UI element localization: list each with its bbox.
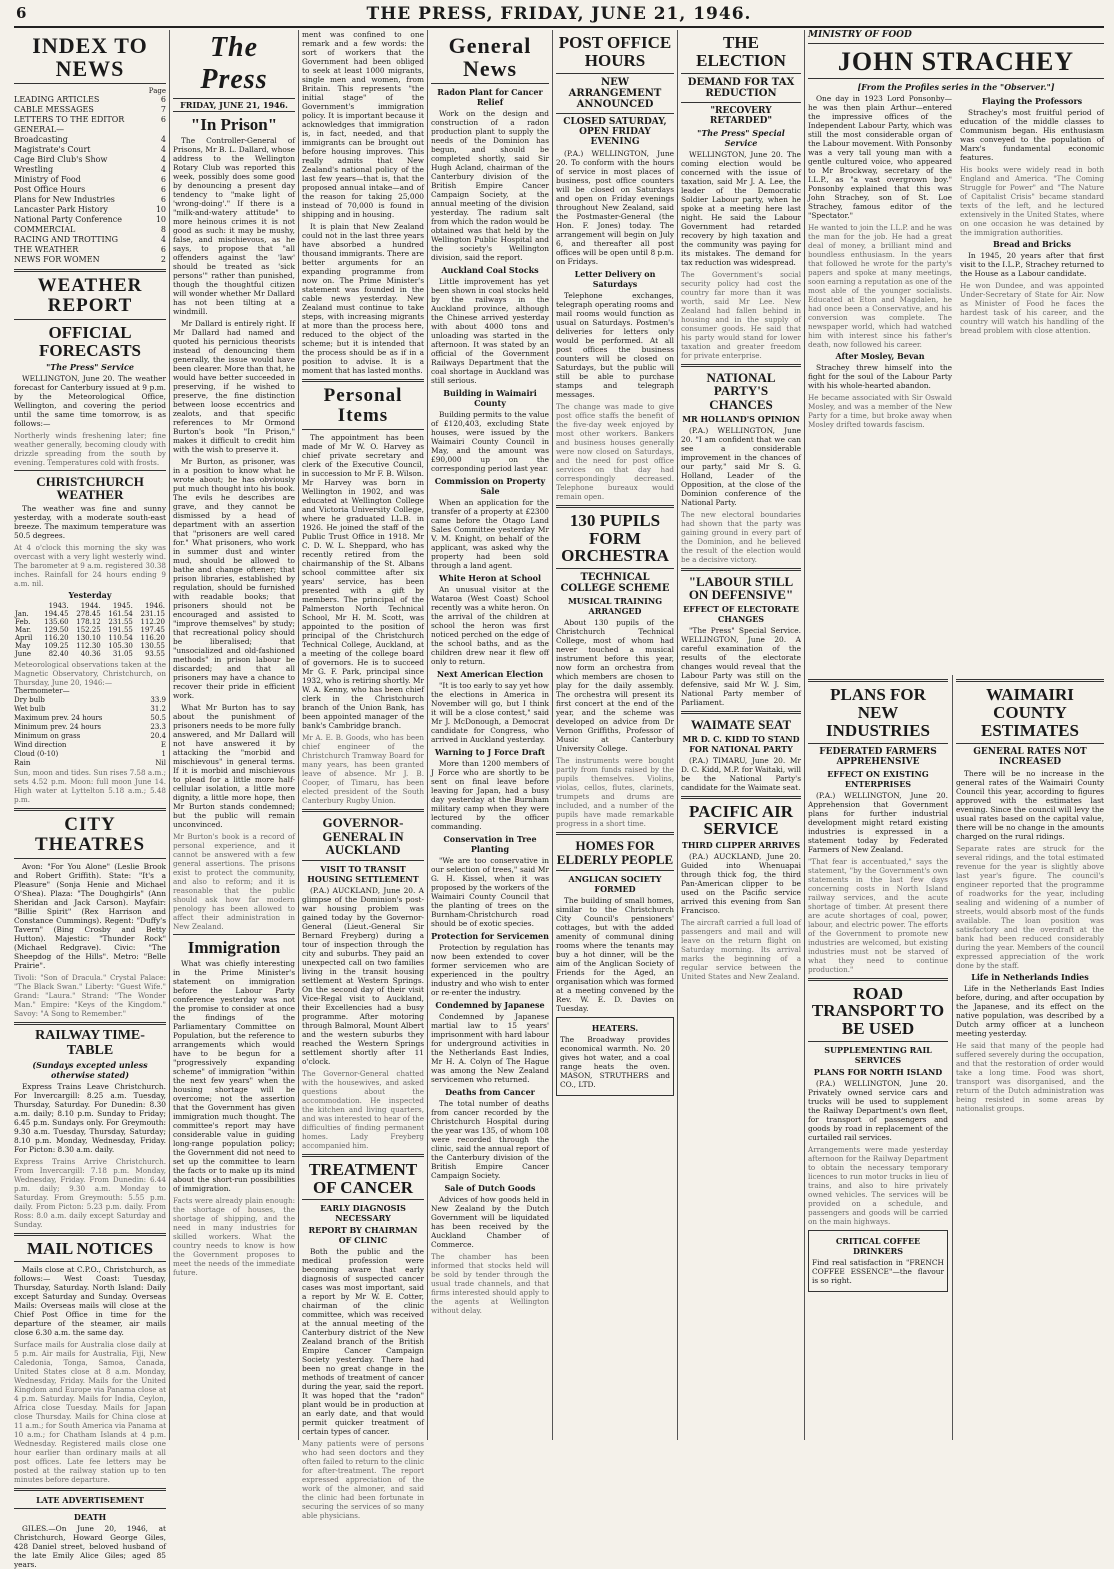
japan-title: Warning to J Force Draft xyxy=(434,747,546,758)
japan2-text: Condemned by Japanese martial law to 15 years' imprisonment with hard labour for underground activities in the Netherlands East Indies, Mr H. A. Colyn of The Hague was among the New Zealand servicemen who returned. xyxy=(431,1012,549,1085)
column-index-weather: INDEX TO NEWS Page LEADING ARTICLES 6 CABLE MESSAGES 7 LETTERS TO THE EDITOR 6 GENERAL— Broadcasting 4 Magistrate's Court 4 Cage Bird Club's Show 4 Wrestling 4 Ministry of Food 6 Post Office Hours 6 Plans for New Industries 6 Lancaster Park History 10 National Party Conference 10 COMMERCIAL 8 RACING AND TROTTING 4 THE WEATHER 6 NEWS FOR WOMEN 2 WEATHER REPORT OFFICIAL FORECASTS "The Press" Service WELLINGTON, June 20. The weather forecast for Canterbury issued at 9 p.m. by the Meteorological Office, Wellington, and covering the period until the same time tomorrow, is as follows:— Northerly winds freshening later; fine weather generally, becoming cloudy with drizzle spreading from the south by evening. Temperatures cold with frosts. CHRISTCHURCH WEATHER The weather was fine and sunny yesterday, with a moderate south-east breeze. The maximum temperature was 50.5 degrees. At 4 o'clock this morning the sky was overcast with a very light westerly wind. The barometer at 9 a.m. registered 30.38 inches. Rainfall for 24 hours ending 9 a.m. nil. Yesterday 1943. 1944. 1945. 1946. Jan. 194.45 278.45 161.54 231.15 Feb. 135.60 178.12 231.55 112.20 Mar. 129.50 152.25 191.55 197.45 April 116.20 130.10 110.54 116.20 May 109.25 112.30 105.30 130.55 June 82.40 40.36 31.05 93.55 Meteorological observations taken at the Magnetic Observatory, Christchurch, on Thursday, June 20, 1946:— Thermometer— Dry bulb 33.9 Wet bulb 31.2 Maximum prev. 24 hours 50.5 Minimum prev. 24 hours 23.3 Minimum on grass 20.4 Wind direction E Cloud (0-10) 1 Rain Nil Sun, moon and tides. Sun rises 7.58 a.m.; sets 4.52 p.m. Moon: full moon June 14. High water at Lyttelton 5.18 a.m.; 5.48 p.m. CITY THEATRES Avon: "For You Alone" (Leslie Brook and Robert Griffith). State: "It's a Pleasure" (Sonja Henie and Michael O'Shea). Plaza: "The Doughgirls" (Ann Sheridan and Jack Carson). Mayfair: "Billie Spirit" (Rex Harrison and Constance Cummings). Regent: "Duffy's Tavern" (Bing Crosby and Betty Hutton). Majestic: "Thunder Rock" (Michael Redgrave). Civic: "The Sheepdog of the Hills". Metro: "Belle Prairie". Tivoli: "Son of Dracula." Crystal Palace: "The Black Swan." Liberty: "Guest Wife." Grand: "Laura." Strand: "The Wonder Man." Empire: "Keys of the Kingdom." Savoy: "A Song to Remember." RAILWAY TIME-TABLE (Sundays excepted unless otherwise stated) Express Trains Leave Christchurch. For Invercargill: 8.25 a.m. Tuesday, Thursday, Saturday. For Dunedin: 8.30 a.m. daily; 8.10 p.m. Sunday to Friday; 6.45 p.m. Sundays only. For Greymouth: 9.30 a.m. Tuesday, Thursday, Saturday; 8.10 p.m. Monday, Wednesday, Friday. For Picton: 8.30 a.m. daily. Express Trains Arrive Christchurch. From Invercargill: 7.18 p.m. Monday, Wednesday, Friday. From Dunedin: 6.44 p.m. daily; 9.30 a.m. Monday to Saturday. From Greymouth: 5.55 p.m. daily. From Picton: 5.23 p.m. daily. From Ross: 8.0 a.m. daily except Saturday and Sunday. MAIL NOTICES Mails close at C.P.O., Christchurch, as follows:— West Coast: Tuesday, Thursday, Saturday. North Island: Daily except Saturday and Sunday. Overseas Mails: Overseas mails will close at the Chief Post Office in time for the departure of the steamer, air mails close 6.30 a.m. the same day. Surface mails for Australia close daily at 5 p.m. Air mails for Australia, Fiji, New Caledonia, Tonga, Samoa, Canada, United States close at 8 a.m. Monday, Wednesday, Friday. Mails for the United Kingdom and Europe via Panama close at 4 p.m. Saturday. Mails for India, Ceylon, Africa close Tuesday. Mails for Japan close Thursday. Mails for China close at 11 a.m.; for South America via Panama at 10 a.m.; for Chatham Islands at 4 p.m. Wednesday. Registered mails close one hour earlier than ordinary mails at all post offices. Late fee letters may be posted at the railway station up to ten minutes before departure. LATE ADVERTISEMENT DEATH GILES.—On June 20, 1946, at Christchurch, Howard George Giles, 428 Daniel street, beloved husband of the late Emily Alice Giles; aged 85 years. xyxy=(14,33,166,1569)
index-item xyxy=(14,95,166,105)
road-transport-title: ROAD TRANSPORT TO BE USED xyxy=(811,983,945,1039)
orchestra-sub2: MUSICAL TRAINING ARRANGED xyxy=(567,596,663,617)
deaths-title: Deaths from Cancer xyxy=(445,1087,535,1098)
building-title: Building in Waimairi County xyxy=(443,388,537,409)
index-item-page: 2 xyxy=(160,255,166,265)
table-header: 1945. xyxy=(112,602,133,611)
index-item-label: LEADING ARTICLES xyxy=(14,95,100,105)
index-item-label: Post Office Hours xyxy=(14,185,86,195)
column-election: THE ELECTION DEMAND FOR TAX REDUCTION "RECOVERY RETARDED" "The Press" Special Service WELLINGTON, June 20. The coming election would be concerned with the issue of taxation, said Mr J. A. Lee, the leader of the Democratic Soldier Labour party, when he spoke at a meeting here last night. He said the Labour Government had retarded recovery by high taxation and the community was paying for its mistakes. The demand for tax reduction was widespread. The Government's social security policy had cost the country far more than it was worth, said Mr Lee. New Zealand had fallen behind in housing and in the supply of consumer goods. He said that his party would stand for lower taxation and greater freedom for private enterprise. NATIONAL PARTY'S CHANCES MR HOLLAND'S OPINION (P.A.) WELLINGTON, June 20. "I am confident that we can see a considerable improvement in the chances of our party," said Mr S. G. Holland, Leader of the Opposition, at the close of the Dominion conference of the National Party. The new electoral boundaries had shown that the party was gaining ground in every part of the Dominion, and he believed the result of the election would be a decisive victory. "LABOUR STILL ON DEFENSIVE" EFFECT OF ELECTORATE CHANGES "The Press" Special Service. WELLINGTON, June 20. A careful examination of the results of the electorate changes would reveal that the Labour Party was still on the defensive, said Mr W. J. Sim, National Party member of Parliament. WAIMATE SEAT MR D. C. KIDD TO STAND FOR NATIONAL PARTY (P.A.) TIMARU, June 20. Mr D. C. Kidd, M.P. for Waitaki, will be the National Party's candidate for the Waimate seat. PACIFIC AIR SERVICE THIRD CLIPPER ARRIVES (P.A.) AUCKLAND, June 20. Guided into Whenuapai through thick fog, the third Pan-American clipper to be used on the Pacific service arrived this evening from San Francisco. The aircraft carried a full load of passengers and mail and will leave on the return flight on Saturday morning. Its arrival marks the beginning of a regular service between the United States and New Zealand. xyxy=(681,33,801,982)
index-item xyxy=(14,245,166,255)
cancer-sub2: REPORT BY CHAIRMAN OF CLINIC xyxy=(308,1225,418,1246)
index-item xyxy=(14,185,166,195)
governor-general-title: GOVERNOR-GENERAL IN AUCKLAND xyxy=(322,814,404,858)
plans-sub: FEDERATED FARMERS APPREHENSIVE xyxy=(819,746,937,767)
ministry-source: [From the Profiles series in the "Observer."] xyxy=(857,82,1055,93)
weather-reading xyxy=(14,687,166,696)
coffee-advertisement xyxy=(808,1230,948,1292)
orchestra-text: About 130 pupils of the Christchurch Technical College, most of whom had never touched a musical instrument before this year, now form an orchestra from which members are chosen to play for the daily assembly. The orchestra will present its first concert at the end of the year, and the scheme was developed on advice from Dr Vernon Griffiths, Professor of Music at Canterbury University College. xyxy=(556,618,674,754)
reading-label: Wet bulb xyxy=(14,705,46,714)
sunshine-table xyxy=(14,602,166,658)
editorial-p7: It is plain that New Zealand could not in the last three years have absorbed a hundred thousand immigrants. There are better arguments for an expanding programme from now on. The Prime Minister's statement was founded in the cable news yesterday. New Zealand must continue to take steps, with increasing migrants at more than the process here, reduced to the object of the scheme; but it is intended that the process should be as if in a position to advise. It is a moment that has lasted months. xyxy=(302,222,424,375)
cancer-text: Both the public and the medical profession were becoming aware that early diagnosis of suspected cancer cases was most important, said a report by Mr W. E. Cotter, chairman of the clinic committee, which was received at the annual meeting of the Canterbury district of the New Zealand branch of the British Empire Cancer Campaign Society yesterday. There had been no great change in the methods of treatment of cancer during the year, said the report. It was hoped that the "radon" plant would be in production at an early date, and that would permit quicker treatment of certain types of cancer. xyxy=(302,1247,424,1437)
column-plans-road: PLANS FOR NEW INDUSTRIES FEDERATED FARMERS APPREHENSIVE EFFECT ON EXISTING ENTERPRISES (P.A.) WELLINGTON, June 20. Apprehension that Government plans for further industrial development might retard existing industries is expressed in a statement today by Federated Farmers of New Zealand. "That fear is accentuated," says the statement, "by the Government's own statements in the last few days concerning costs in North Island railway services, and the acute shortage of timber. At present there are acute shortages of coal, power, labour, and electric power. The efforts of the Government to promote new industries are welcomed, but existing industries must not be starved of what they need to continue production." ROAD TRANSPORT TO BE USED SUPPLEMENTING RAIL SERVICES PLANS FOR NORTH ISLAND (P.A.) WELLINGTON, June 20. Privately owned service cars and trucks will be used to supplement the Railway Department's own fleet, for transport of passengers and goods by road in replacement of the curtailed rail services. Arrangements were made yesterday afternoon for the Railway Department to obtain the necessary temporary licences to run motor trucks in lieu of trains, and also to hire privately owned vehicles. The services will be provided on a schedule, and passengers and goods will be carried on the main highways. CRITICAL COFFEE DRINKERS Find real satisfaction in "FRENCH COFFEE ESSENCE"—the flavour is so right. xyxy=(808,675,948,1440)
reading-label: Rain xyxy=(14,759,31,768)
forecasts-text: WELLINGTON, June 20. The weather forecast for Canterbury issued at 9 p.m. by the Meteorological Office, Wellington, and covering the period until the same time tomorrow, is as follows:— xyxy=(14,373,166,428)
index-item-label: CABLE MESSAGES xyxy=(14,105,94,115)
index-item xyxy=(14,145,166,155)
table-cell: Jan. xyxy=(15,610,29,619)
national-party-text: (P.A.) WELLINGTON, June 20. "I am confident that we can see a considerable improvement in the chances of our party," said Mr S. G. Holland, Leader of the Opposition, at the close of the Dominion conference of the National Party. xyxy=(681,425,801,507)
editorial-p1: The Controller-General of Prisons, Mr B. L. Dallard, whose address to the Wellington Rotary Club was reported this week, possibly does some good by denouncing a present day tendency to "make light of 'wrong-doing'." If there is a "milk-and-watery attitude" to more heinous crimes it is not good as such: it may be mushy, false, and mischievous, as he says, to propose that "all offenders against the 'law' should be treated as 'sick persons'" rather than punished, though the thoughtful citizen will wonder whether Mr Dallard has not been tilting at a windmill. xyxy=(173,135,295,316)
index-item-page: 4 xyxy=(160,235,166,245)
table-cell: 178.12 xyxy=(76,618,101,627)
pacific-air-text: (P.A.) AUCKLAND, June 20. Guided into Whenuapai through thick fog, the third Pan-American clipper to be used on the Pacific service arrived this evening from San Francisco. xyxy=(681,852,801,916)
pacific-air-title: PACIFIC AIR SERVICE xyxy=(688,801,794,839)
weather-reading xyxy=(14,696,166,705)
page-masthead xyxy=(14,2,1104,28)
index-item-label: Plans for New Industries xyxy=(14,195,115,205)
reading-label: Wind direction xyxy=(14,741,67,750)
table-header xyxy=(14,602,37,610)
index-item-label: National Party Conference xyxy=(14,215,122,225)
railway-subtitle: (Sundays excepted unless otherwise stated) xyxy=(32,1060,148,1081)
index-item-page: 7 xyxy=(160,105,166,115)
personal-items-title: Personal Items xyxy=(323,385,403,426)
indies-text: Life in the Netherlands East Indies before, during, and after occupation by the Japanese, and its effect on the native population, was described by a Dutch army officer at a luncheon meeting yesterday. xyxy=(956,983,1104,1038)
homes-text: The building of small homes, similar to the Christchurch City Council's pensioners' cottages, but with the added amenity of communal dining rooms where the tenants may buy a hot dinner, will be the aim of the Anglican Society of Friends for the Aged, an organisation which was formed at a meeting convened by the Rev. W. E. D. Davies on Tuesday. xyxy=(556,895,674,1013)
weather-reading xyxy=(14,759,166,768)
ministry-of-food-feature: MINISTRY OF FOOD JOHN STRACHEY [From the Profiles series in the "Observer."] One day in 1923 Lord Ponsonby—he was then plain Arthur—entered the impressive offices of the Independent Labour Party, which was still the most considerable organ of the Labour movement. With Ponsonby was a very tall young man with a gentle cultured voice, who appeared to Mr Brockway, secretary of the I.L.P., as "a vast overgrown boy." Ponsonby explained that this was John Strachey, son of St. Loe Strachey, famous editor of the "Spectator." He wanted to join the I.L.P. and he was the man for the job. He had a great deal of money, a brilliant mind and boundless enthusiasm. In the years that followed he wrote for the party's papers and spoke at many meetings, soon earning a reputation as one of the most able of the younger socialists. Educated at Eton and Magdalen, he had once been a Conservative, and his conversion was complete. The newspaper world, which had watched him with interest since his father's death, now followed his career. After Mosley, Bevan Strachey threw himself into the fight for the soul of the Labour Party with his whole-hearted abandon. He became associated with Sir Oswald Mosley, and was a member of the New Party for a time, but broke away when Mosley drifted towards fascism. Flaying the Professors Strachey's most fruitful period of education of the middle classes to Communism began. His enthusiasm was conveyed to the population of Marx's fundamental economic features. His books were widely read in both England and America. "The Coming Struggle for Power" and "The Nature of Capitalist Crisis" became standard texts of the left, and he lectured extensively in the United States, where on one occasion he was detained by the immigration authorities. Bread and Bricks In 1945, 20 years after that first visit to the I.L.P., Strachey returned to the House as a Labour candidate. He won Dundee, and was appointed Under-Secretary of State for Air. Now as Minister of Food he faces the hardest task of his career, and the country will watch his handling of the bread problem with close attention. xyxy=(808,30,1104,430)
index-item xyxy=(14,205,166,215)
editorial-p2: Mr Dallard is entirely right. If Mr Dallard had named and quoted his pernicious theorists instead of denouncing them generally, the issue would have been clearer. More than that, he would have better succeeded in preserving, if he wished to preserve, the fine distinction between loose eccentrics and zealots, and that specific references to Mr Ormond Burton's book "In Prison," makes it difficult to credit him with the wish to preserve it. xyxy=(173,318,295,454)
index-item-page: 6 xyxy=(160,175,166,185)
road-transport-text: (P.A.) WELLINGTON, June 20. Privately owned service cars and trucks will be used to supplement the Railway Department's own fleet, for transport of passengers and goods by road in replacement of the curtailed rail services. xyxy=(808,1079,948,1143)
plans-title: PLANS FOR NEW INDUSTRIES xyxy=(826,685,930,740)
column-post-office: POST OFFICE HOURS NEW ARRANGEMENT ANNOUNCED CLOSED SATURDAY, OPEN FRIDAY EVENING (P.A.) WELLINGTON, June 20. To conform with the hours of service in most places of business, post office counters will be closed on Saturdays and open on Friday evenings throughout New Zealand, said the Postmaster-General (the Hon. F. Jones) today. The arrangement will begin on July 6, and thereafter all post offices will be open until 8 p.m. on Fridays. Letter Delivery on Saturdays Telephone exchanges, telegraph operating rooms and mail rooms would function as usual on Saturdays. Postmen's deliveries for letters only would be performed. At all post offices the business counters will be closed on Saturdays, but the public will still be able to purchase stamps and telegraph messages. The change was made to give post office staffs the benefit of the five-day week enjoyed by most other workers. Bankers and business houses generally were now closed on Saturdays, and the need for post office services on that day had correspondingly decreased. Telephone bureaux would remain open. 130 PUPILS FORM ORCHESTRA TECHNICAL COLLEGE SCHEME MUSICAL TRAINING ARRANGED About 130 pupils of the Christchurch Technical College, most of whom had never touched a musical instrument before this year, now form an orchestra from which members are chosen to play for the daily assembly. The orchestra will present its first concert at the end of the year, and the scheme was developed on advice from Dr Vernon Griffiths, Professor of Music at Canterbury University College. The instruments were bought partly from funds raised by the pupils themselves. Violins, violas, cellos, flutes, clarinets, trumpets and drums are included, and a number of the pupils have made remarkable progress in a short time. HOMES FOR ELDERLY PEOPLE ANGLICAN SOCIETY FORMED The building of small homes, similar to the Christchurch City Council's pensioners' cottages, but with the added amenity of communal dining rooms where the tenants may buy a hot dinner, will be the aim of the Anglican Society of Friends for the Aged, an organisation which was formed at a meeting convened by the Rev. W. E. D. Davies on Tuesday. HEATERS. The Broadway provides economical warmth. No. 20 gives hot water, and a coal range heats the oven. MASON, STRUTHERS and CO., LTD. xyxy=(556,30,674,1440)
page-number: 6 xyxy=(16,4,27,22)
radon-text: Work on the design and construction of a radon production plant to supply the needs of the Dominion has begun, and should be completed shortly, said Sir Hugh Acland, chairman of the Canterbury division of the British Empire Cancer Campaign Society, at the annual meeting of the division yesterday. The radium salt from which the radon would be obtained was that held by the Wellington Public Hospital and the society's Wellington division, said the report. xyxy=(431,109,549,263)
editorial-date: FRIDAY, JUNE 21, 1946. xyxy=(173,98,295,112)
john-strachey-title: JOHN STRACHEY xyxy=(837,47,1075,76)
table-cell: 152.25 xyxy=(76,626,101,635)
radon-title: Radon Plant for Cancer Relief xyxy=(437,87,543,108)
post-office-text2: Telephone exchanges, telegraph operating rooms and mail rooms would function as usual on Saturdays. Postmen's deliveries for letters only would be performed. At all post offices the business counters will be closed on Saturdays, but the public will still be able to purchase stamps and telegraph messages. xyxy=(556,290,674,399)
weather-title: WEATHER REPORT xyxy=(37,275,143,317)
table-cell: 109.25 xyxy=(44,642,69,651)
index-item-label: RACING AND TROTTING xyxy=(14,235,119,245)
death-title: DEATH xyxy=(73,1512,107,1523)
table-cell: 231.55 xyxy=(108,618,133,627)
table-row xyxy=(14,642,166,650)
coal-text: Little improvement has yet been shown in coal stocks held by the railways in the Auckland province, although the Chinese arrived yesterday with about 4000 tons and unloading was started in the afternoon. It was stated by an official of the Government Railways Department that the coal shortage in Auckland was still serious. xyxy=(431,277,549,386)
reading-value: 20.4 xyxy=(150,732,166,741)
editorial-p6: ment was confined to one remark and a few words: the sort of workers that the Government had been obliged to seek at least 1000 migrants, single men and women, from Britain. This represents "the initial stage" of the Government's immigration policy. It is important because it acknowledges that immigration is, in fact, needed, and that immigrants can be brought out before housing improves. This really admits that New Zealand's national policy of the last few years—that is, that the proposed annual intake—and of the reason for taking 25,000 instead of 70,000 is found in shipping and in housing. xyxy=(302,30,424,219)
index-item-page: 4 xyxy=(160,135,166,145)
reading-value: 23.3 xyxy=(150,723,166,732)
post-office-sub1: NEW ARRANGEMENT ANNOUNCED xyxy=(568,76,662,110)
national-party-title: NATIONAL PARTY'S CHANCES xyxy=(706,369,776,412)
recovery-retarded-sub: "RECOVERY RETARDED" xyxy=(709,105,773,126)
table-cell: 93.55 xyxy=(144,650,165,659)
table-cell: 191.55 xyxy=(108,626,133,635)
waimate-text: (P.A.) TIMARU, June 20. Mr D. C. Kidd, M.P. for Waitaki, will be the National Party's candidate for the Waimate seat. xyxy=(681,755,801,792)
index-title: INDEX TO NEWS xyxy=(32,33,148,82)
weather-readings xyxy=(14,687,166,768)
indies-title: Life in Netherlands Indies xyxy=(971,971,1089,982)
plans-text: (P.A.) WELLINGTON, June 20. Apprehension that Government plans for further industrial development might retard existing industries is expressed in a statement today by Federated Farmers of New Zealand. xyxy=(808,790,948,854)
waimairi-text: There will be no increase in the general rates of the Waimairi County Council this year, according to figures approved with the estimates last evening. Since the council will levy the usual rates based on the capital value, there will be no change in the amounts charged on the rural ridings. xyxy=(956,768,1104,841)
table-row xyxy=(14,650,166,658)
railway-text: Express Trains Leave Christchurch. For Invercargill: 8.25 a.m. Tuesday, Thursday, Saturday. For Dunedin: 8.30 a.m. daily; 8.10 p.m. Sunday to Friday; 6.45 p.m. Sundays only. For Greymouth: 9.30 a.m. Tuesday, Thursday, Saturday; 8.10 p.m. Monday, Wednesday, Friday. For Picton: 8.30 a.m. daily. xyxy=(14,1082,166,1155)
post-office-sub2: CLOSED SATURDAY, OPEN FRIDAY EVENING xyxy=(563,116,667,147)
immigration-title: Immigration xyxy=(187,937,281,957)
late-ad-title: LATE ADVERTISEMENT xyxy=(36,1495,144,1506)
waimate-title: WAIMATE SEAT xyxy=(690,716,792,732)
mail-notices-title: MAIL NOTICES xyxy=(26,1239,154,1259)
table-cell: 116.20 xyxy=(140,634,165,643)
index-item xyxy=(14,165,166,175)
table-header: 1946. xyxy=(144,602,165,611)
index-item-page: 4 xyxy=(160,155,166,165)
table-cell: 112.30 xyxy=(76,642,101,651)
editorial-p3: Mr Burton, as prisoner, was in a position to know what he wrote about; he has obviously put much thought into his book. The evils he describes are grave, and they cannot be dismissed by a head of department with an assertion that "prisoners are well cared for." What prisoners, who work in summer dust and winter mud, should be allowed to bathe and change oftener; that prison libraries, established by regulation, should be furnished with readable books; that prisoners should not be encouraged and assisted to "improve themselves" by study; that recreational policy should be liberalised; that "unsocialized and old-fashioned methods" in prison labour be discarded; and that all prisoners may have a chance to recover their pride in efficient work. xyxy=(173,456,295,700)
column-editorial: The Press FRIDAY, JUNE 21, 1946. "In Prison" The Controller-General of Prisons, Mr B. L. Dallard, whose address to the Wellington Rotary Club was reported this week, possibly does some good by denouncing a present day tendency to "make light of 'wrong-doing'." If there is a "milk-and-watery attitude" to more heinous crimes it is not good as such: it may be mushy, false, and mischievous, as he says, to propose that "all offenders against the 'law' should be treated as 'sick persons'" rather than punished, though the thoughtful citizen will wonder whether Mr Dallard has not been tilting at a windmill. Mr Dallard is entirely right. If Mr Dallard had named and quoted his pernicious theorists instead of denouncing them generally, the issue would have been clearer. More than that, he would have better succeeded in preserving, if he wished to preserve, the fine distinction between loose eccentrics and zealots, and that specific references to Mr Ormond Burton's book "In Prison," makes it difficult to credit him with the wish to preserve it. Mr Burton, as prisoner, was in a position to know what he wrote about; he has obviously put much thought into his book. The evils he describes are grave, and they cannot be dismissed by a head of department with an assertion that "prisoners are well cared for." What prisoners, who work in summer dust and winter mud, should be allowed to bathe and change oftener; that prison libraries, established by regulation, should be furnished with readable books; that prisoners should not be encouraged and assisted to "improve themselves" by study; that recreational policy should be liberalised; that "unsocialized and old-fashioned methods" in prison labour be discarded; and that all prisoners may have a chance to recover their pride in efficient work. What Mr Burton has to say about the punishment of prisoners needs to be more fully answered, and Mr Dallard will not have answered it by attacking the "morbid and mischievous" in general terms. If it is morbid and mischievous to plead for a little more half-cellular isolation, a little more dignity, a little more hope, then Mr Burton stands condemned; but the public will remain unconvinced. Mr Burton's book is a record of personal experience, and it cannot be answered with a few general assertions. The prisons exist to protect the community, and also to reform; and it is reasonable that the public should ask how far modern penology has been allowed to affect their administration in New Zealand. Immigration What was chiefly interesting in the Prime Minister's statement on immigration before the Labour Party conference yesterday was not the promise to consider at once the findings of the Parliamentary Committee on Population, but the reference to arrangements which would have to be begun for a "progressively expanding scheme" of immigration "within the next few years" when the housing shortage will be overcome; not the assertion that the Government has given immigration much thought. The committee's report may have considerable value in guiding long-range population policy; the Government did not need to set up the committee to learn the facts or to make up its mind about the short-run possibilities of immigration. Facts were already plain enough: the shortage of houses, the shortage of shipping, and the need in many industries for skilled workers. What the country needs to know is how the Government proposes to meet the needs of the immediate future. xyxy=(173,32,295,1277)
building-text: Building permits to the value of £120,403, excluding State houses, were issued by the Waimairi County Council in May, and the amount was £90,000 up on the corresponding period last year. xyxy=(431,410,549,474)
column-editorial-continued: ment was confined to one remark and a few words: the sort of workers that the Government had been obliged to seek at least 1000 migrants, single men and women, from Britain. This represents "the initial stage" of the Government's immigration policy. It is important because it acknowledges that immigration is, in fact, needed, and that immigrants can be brought out before housing improves. This really admits that New Zealand's national policy of the last few years—that is, that the proposed annual intake—and of the reason for taking 25,000 instead of 70,000 is found in shipping and in housing. It is plain that New Zealand could not in the last three years have absorbed a hundred thousand immigrants. There are better arguments for an expanding programme from now on. The Prime Minister's statement was founded in the cable news yesterday. New Zealand must continue to take steps, with increasing migrants at more than the process here, reduced to the object of the scheme; but it is intended that the process should be as if in a position to advise. It is a moment that has lasted months. Personal Items The appointment has been made of Mr W. O. Harvey as chief private secretary and clerk of the Executive Council, in succession to Mr F. B. Wilson. Mr Harvey was born in Wellington in 1902, and was educated at Wellington College and Victoria University College, where he graduated LL.B. in 1926. He joined the staff of the Public Trust Office in 1918. Mr C. D. W. L. Sheppard, who has recently retired from the chairmanship of the St. Albans school committee after six years' service, has been presented with a gift by members. The principal of the Palmerston North Technical School, Mr H. M. Scott, was appointed to the position of principal of the Christchurch Technical College, Auckland, at a meeting of the college board of governors. He is to succeed Mr G. F. Park, principal since 1932, who is retiring shortly. Mr W. A. Kenny, who has been chief clerk in the Christchurch branch of the Union Bank, has been appointed manager of the bank's Cambridge branch. Mr A. E. B. Goods, who has been chief engineer of the Christchurch Tramway Board for many years, has been granted leave of absence. Mr J. B. Cooper, of Timaru, has been elected president of the South Canterbury Rugby Union. GOVERNOR-GENERAL IN AUCKLAND VISIT TO TRANSIT HOUSING SETTLEMENT (P.A.) AUCKLAND, June 20. A glimpse of the Dominion's post-war housing problem was gained today by the Governor-General (Lieut.-General Sir Bernard Freyberg) during a tour of inspection through the city and suburbs. They paid an unexpected call on two families living in the transit housing settlement at Western Springs. On the second day of their visit Vice-Regal visit to Auckland, their Excellencies had a busy programme. After motoring through Balmoral, Mount Albert and the western suburbs they reached the Western Springs settlement shortly after 11 o'clock. The Governor-General chatted with the housewives, and asked questions about the accommodation. He inspected the kitchen and living quarters, and was interested to hear of the difficulties of finding permanent homes. Lady Freyberg accompanied him. TREATMENT OF CANCER EARLY DIAGNOSIS NECESSARY REPORT BY CHAIRMAN OF CLINIC Both the public and the medical profession were becoming aware that early diagnosis of suspected cancer cases was most important, said a report by Mr W. E. Cotter, chairman of the clinic committee, which was received at the annual meeting of the Canterbury district of the New Zealand branch of the British Empire Cancer Campaign Society yesterday. There had been no great change in the methods of treatment of cancer during the year, said the report. It was hoped that the "radon" plant would be in production at an early date, and that would permit quicker treatment of certain types of cancer. Many patients were of persons who had seen doctors and they often failed to return to the clinic for after-treatment. The report expressed appreciation of the work of the almoner, and said the clinic had been fortunate in securing the services of so many able physicians. xyxy=(302,30,424,1521)
table-cell: 31.05 xyxy=(112,650,133,659)
index-item-label: Broadcasting xyxy=(14,135,68,145)
editorial-title: "In Prison" xyxy=(190,115,278,134)
election-source: "The Press" Special Service xyxy=(697,127,785,148)
index-list xyxy=(14,95,166,265)
index-item-label: THE WEATHER xyxy=(14,245,79,255)
table-row xyxy=(14,634,166,642)
tax-reduction-sub: DEMAND FOR TAX REDUCTION xyxy=(687,76,795,99)
orchestra-title: 130 PUPILS FORM ORCHESTRA xyxy=(561,510,669,566)
homes-title: HOMES FOR ELDERLY PEOPLE xyxy=(556,838,674,867)
table-cell: 278.45 xyxy=(76,610,101,619)
reading-label: Dry bulb xyxy=(14,696,45,705)
ministry-label: MINISTRY OF FOOD xyxy=(808,30,912,40)
table-cell: 197.45 xyxy=(140,626,165,635)
cancer-sub: EARLY DIAGNOSIS NECESSARY xyxy=(320,1203,406,1224)
christchurch-weather-title: CHRISTCHURCH WEATHER xyxy=(36,473,144,503)
flaying-text: Strachey's most fruitful period of education of the middle classes to Communism began. His enthusiasm was conveyed to the population of Marx's fundamental economic features. xyxy=(960,108,1104,163)
weather-table-title: Yesterday xyxy=(68,590,112,601)
plans-sub2: EFFECT ON EXISTING ENTERPRISES xyxy=(827,768,929,789)
table-header: 1944. xyxy=(80,602,101,611)
weather-reading xyxy=(14,741,166,750)
index-page-label: Page xyxy=(148,87,166,96)
index-item xyxy=(14,235,166,245)
index-item-page: 10 xyxy=(155,205,166,215)
table-cell: June xyxy=(15,650,31,659)
property-title: Commission on Property Sale xyxy=(434,476,546,497)
christchurch-weather-text: The weather was fine and sunny yesterday, with a moderate south-east breeze. The maximum temperature was 50.5 degrees. xyxy=(14,504,166,541)
the-election-title: THE ELECTION xyxy=(696,33,786,70)
labour-defensive-title: "LABOUR STILL ON DEFENSIVE" xyxy=(688,573,794,603)
index-item-page: 6 xyxy=(160,245,166,255)
table-cell: April xyxy=(15,634,33,643)
table-cell: 130.55 xyxy=(140,642,165,651)
table-cell: 112.20 xyxy=(140,618,165,627)
column-waimairi: WAIMAIRI COUNTY ESTIMATES GENERAL RATES NOT INCREASED There will be no increase in the general rates of the Waimairi County Council this year, according to figures approved with the estimates last evening. Since the council will levy the usual rates based on the capital value, there will be no change in the amounts charged on the rural ridings. Separate rates are struck for the several ridings, and the total estimated revenue for the year is slightly above last year's figure. The council's engineer reported that the programme of roadworks for the year, including sealing and widening of a number of streets, would absorb most of the funds available. The loan position was satisfactory and the overdraft at the bank had been reduced considerably during the year. Members of the council expressed appreciation of the work done by the staff. Life in Netherlands Indies Life in the Netherlands East Indies before, during, and after occupation by the Japanese, and its effect on the native population, was described by a Dutch army officer at a luncheon meeting yesterday. He said that many of the people had suffered severely during the occupation, and that the restoration of order would take a long time. Food was short, transport was disorganised, and the return of the Dutch administration was being resisted in some areas by nationalist groups. xyxy=(956,675,1104,1440)
reading-label: Minimum on grass xyxy=(14,732,81,741)
bread-title: Bread and Bricks xyxy=(993,239,1071,250)
index-item-label: LETTERS TO THE EDITOR xyxy=(14,115,125,125)
waimairi-title: WAIMAIRI COUNTY ESTIMATES xyxy=(981,685,1079,740)
index-item xyxy=(14,115,166,125)
poultry-text: Protection by regulation has now been extended to cover former servicemen who are experienced in the poultry industry and who wish to enter or re-enter the industry. xyxy=(431,943,549,998)
table-cell: 194.45 xyxy=(44,610,69,619)
table-header: 1943. xyxy=(48,602,69,611)
letter-delivery-title: Letter Delivery on Saturdays xyxy=(574,268,656,289)
reading-value: Nil xyxy=(155,759,166,768)
weather-reading xyxy=(14,723,166,732)
pacific-air-sub: THIRD CLIPPER ARRIVES xyxy=(681,840,801,851)
election-text: "It is too early to say yet how the elections in America in November will go, but I think it will be a close contest," said Mr J. McDonough, a Democrat candidate for Congress, who arrived in Auckland yesterday. xyxy=(431,681,549,745)
index-item-label: NEWS FOR WOMEN xyxy=(14,255,100,265)
index-item-page: 8 xyxy=(160,225,166,235)
heaters-ad-title: HEATERS. xyxy=(591,1022,639,1033)
election-title: Next American Election xyxy=(436,669,544,680)
table-row xyxy=(14,626,166,634)
index-item-page: 6 xyxy=(160,185,166,195)
table-cell: 161.54 xyxy=(108,610,133,619)
table-cell: 82.40 xyxy=(48,650,69,659)
personal-items-text: The appointment has been made of Mr W. O. Harvey as chief private secretary and clerk of the Executive Council, in succession to Mr F. B. Wilson. Mr Harvey was born in Wellington in 1902, and was educated at Wellington College and Victoria University College, where he graduated LL.B. in 1926. He joined the staff of the Public Trust Office in 1918. Mr C. D. W. L. Sheppard, who has recently retired from the chairmanship of the St. Albans school committee after six years' service, has been presented with a gift by members. The principal of the Palmerston North Technical School, Mr H. M. Scott, was appointed to the position of principal of the Christchurch Technical College, Auckland, at a meeting of the college board of governors. He is to succeed Mr G. F. Park, principal since 1932, who is retiring shortly. Mr W. A. Kenny, who has been chief clerk in the Christchurch branch of the Union Bank, has been appointed manager of the bank's Cambridge branch. xyxy=(302,432,424,730)
index-item-label: GENERAL— xyxy=(14,125,65,135)
strachey-text: One day in 1923 Lord Ponsonby—he was then plain Arthur—entered the impressive offices of the Independent Labour Party, which was still the most considerable organ of the Labour movement. With Ponsonby was a very tall young man with a gentle cultured voice, who appeared to Mr Brockway, secretary of the I.L.P., as "a vast overgrown boy." Ponsonby explained that this was John Strachey, son of St. Loe Strachey, famous editor of the "Spectator." xyxy=(808,94,952,221)
orchestra-sub: TECHNICAL COLLEGE SCHEME xyxy=(560,572,670,595)
reading-value: E xyxy=(160,741,166,750)
table-cell: Feb. xyxy=(15,618,31,627)
mail-notices-text: Mails close at C.P.O., Christchurch, as follows:— West Coast: Tuesday, Thursday, Saturday. North Island: Daily except Saturday and Sunday. Overseas Mails: Overseas mails will close at the Chief Post Office in time for the departure of the steamer, air mails close 6.30 a.m. the same day. xyxy=(14,1265,166,1338)
heaters-ad-text: The Broadway provides economical warmth. No. 20 gives hot water, and a coal range heats the oven. MASON, STRUTHERS and CO., LTD. xyxy=(560,1034,670,1089)
japan-text: More than 1200 members of J Force who are shortly to be sent on final leave before leaving for Japan, had a busy day yesterday at the Burnham military camp when they were lectured by the officer commanding. xyxy=(431,759,549,832)
index-item-page: 6 xyxy=(160,95,166,105)
index-item-page: 4 xyxy=(160,165,166,175)
masthead-title: THE PRESS, FRIDAY, JUNE 21, 1946. xyxy=(366,4,752,24)
poultry-title: Protection for Servicemen xyxy=(431,931,549,942)
heaters-advertisement xyxy=(556,1017,674,1096)
bread-text: In 1945, 20 years after that first visit to the I.L.P., Strachey returned to the House as a Labour candidate. xyxy=(960,251,1104,279)
editorial-p5: What was chiefly interesting in the Prime Minister's statement on immigration before the Labour Party conference yesterday was not the promise to consider at once the findings of the Parliamentary Committee on Population, but the reference to arrangements which would have to be begun for a "progressively expanding scheme" of immigration "within the next few years" when the housing shortage will be overcome; not the assertion that the Government has given immigration much thought. The committee's report may have considerable value in guiding long-range population policy; the Government did not need to set up the committee to learn the facts or to make up its mind about the short-run possibilities of immigration. xyxy=(173,958,295,1193)
index-item-label: Magistrate's Court xyxy=(14,145,91,155)
critical-coffee-text: Find real satisfaction in "FRENCH COFFEE ESSENCE"—the flavour is so right. xyxy=(812,1258,944,1286)
index-item-label: Cage Bird Club's Show xyxy=(14,155,108,165)
post-office-text1: (P.A.) WELLINGTON, June 20. To conform with the hours of service in most places of business, post office counters will be closed on Saturdays and open on Friday evenings throughout New Zealand, said the Postmaster-General (the Hon. F. Jones) today. The arrangement will begin on July 6, and thereafter all post offices will be open until 8 p.m. on Fridays. xyxy=(556,148,674,266)
index-item-page: 4 xyxy=(160,145,166,155)
railway-title: RAILWAY TIME-TABLE xyxy=(35,1027,145,1058)
column-general-news: General News Radon Plant for Cancer Relief Work on the design and construction of a radon production plant to supply the needs of the Dominion has begun, and should be completed shortly, said Sir Hugh Acland, chairman of the Canterbury division of the British Empire Cancer Campaign Society, at the annual meeting of the division yesterday. The radium salt from which the radon would be obtained was that held by the Wellington Public Hospital and the society's Wellington division, said the report. Auckland Coal Stocks Little improvement has yet been shown in coal stocks held by the railways in the Auckland province, although the Chinese arrived yesterday with about 4000 tons and unloading was started in the afternoon. It was stated by an official of the Government Railways Department that the coal shortage in Auckland was still serious. Building in Waimairi County Building permits to the value of £120,403, excluding State houses, were issued by the Waimairi County Council in May, and the amount was £90,000 up on the corresponding period last year. Commission on Property Sale When an application for the transfer of a property at £2300 came before the Otago Land Sales Committee yesterday Mr V. M. Knight, on behalf of the applicant, was asked why the property had been sold through a land agent. White Heron at School An unusual visitor at the Wataroa (West Coast) School recently was a white heron. On the arrival of the children at school the heron was first noticed perched on the edge of the school baths, and as the children drew near it flew off only to return. Next American Election "It is too early to say yet how the elections in America in November will go, but I think it will be a close contest," said Mr J. McDonough, a Democrat candidate for Congress, who arrived in Auckland yesterday. Warning to J Force Draft More than 1200 members of J Force who are shortly to be sent on final leave before leaving for Japan, had a busy day yesterday at the Burnham military camp when they were lectured by the officer commanding. Conservation in Tree Planting "We are too conservative in our selection of trees," said Mr G. H. Kissel, when it was proposed by the workers of the Waimairi County Council that the planting of trees on the Burnham-Christchurch road should be of exotic species. Protection for Servicemen Protection by regulation has now been extended to cover former servicemen who are experienced in the poultry industry and who wish to enter or re-enter the industry. Condemned by Japanese Condemned by Japanese martial law to 15 years' imprisonment with hard labour for underground activities in the Netherlands East Indies, Mr H. A. Colyn of The Hague was among the New Zealand servicemen who returned. Deaths from Cancer The total number of deaths from cancer recorded by the Christchurch Hospital during the year was 135, of whom 108 were recorded through the clinic, said the annual report of the Canterbury division of the British Empire Cancer Campaign Society. Sale of Dutch Goods Advices of how goods held in New Zealand by the Dutch Government will be liquidated has been received by the Auckland Chamber of Commerce. The chamber has been informed that stocks held will be sold by tender through the usual trade channels, and that firms interested should apply to the agents at Wellington without delay. xyxy=(431,33,549,1316)
index-item xyxy=(14,255,166,265)
weather-reading xyxy=(14,750,166,759)
index-item xyxy=(14,195,166,205)
table-cell: 40.36 xyxy=(80,650,101,659)
index-item-label: Ministry of Food xyxy=(14,175,81,185)
waimairi-sub: GENERAL RATES NOT INCREASED xyxy=(973,746,1087,767)
table-cell: 130.10 xyxy=(76,634,101,643)
reading-value: 31.2 xyxy=(150,705,166,714)
planning-title: Conservation in Tree Planting xyxy=(443,834,537,855)
labour-defensive-text: "The Press" Special Service. WELLINGTON, June 20. A careful examination of the results of the electorate changes would reveal that the Labour Party was still on the defensive, said Mr W. J. Sim, National Party member of Parliament. xyxy=(681,625,801,707)
road-transport-sub: SUPPLEMENTING RAIL SERVICES xyxy=(824,1045,932,1066)
index-item xyxy=(14,215,166,225)
table-cell: 129.50 xyxy=(44,626,69,635)
heron-text: An unusual visitor at the Wataroa (West Coast) School recently was a white heron. On the arrival of the children at school the heron was first noticed perched on the edge of the school baths, and as the children drew near it flew off only to return. xyxy=(431,585,549,667)
index-item xyxy=(14,155,166,165)
reading-label: Maximum prev. 24 hours xyxy=(14,714,103,723)
editorial-p4: What Mr Burton has to say about the punishment of prisoners needs to be more fully answered, and Mr Dallard will not have answered it by attacking the "morbid and mischievous" in general terms. If it is morbid and mischievous to plead for a little more half-cellular isolation, a little more dignity, a little more hope, then Mr Burton stands condemned; but the public will remain unconvinced. xyxy=(173,702,295,829)
table-cell: 105.30 xyxy=(108,642,133,651)
weather-reading xyxy=(14,705,166,714)
table-cell: Mar. xyxy=(15,626,32,635)
index-item xyxy=(14,225,166,235)
table-cell: 110.54 xyxy=(108,634,133,643)
homes-sub: ANGLICAN SOCIETY FORMED xyxy=(568,873,662,894)
table-cell: 116.20 xyxy=(44,634,69,643)
coal-title: Auckland Coal Stocks xyxy=(441,265,539,276)
index-item-page: 10 xyxy=(155,215,166,225)
meeting-text: Strachey threw himself into the fight for the soul of the Labour Party with his whole-hearted abandon. xyxy=(808,363,952,391)
index-item xyxy=(14,175,166,185)
reading-label: Cloud (0-10) xyxy=(14,750,59,759)
index-item xyxy=(14,105,166,115)
index-item-label: COMMERCIAL xyxy=(14,225,76,235)
forecasts-title: OFFICIAL FORECASTS xyxy=(38,323,142,360)
death-notice: GILES.—On June 20, 1946, at Christchurch, Howard George Giles, 428 Daniel street, beloved husband of the late Emily Alice Giles; aged 85 years. xyxy=(14,1524,166,1569)
property-text: When an application for the transfer of a property at £2300 came before the Otago Land Sales Committee yesterday Mr V. M. Knight, on behalf of the applicant, was asked why the property had been sold through a land agent. xyxy=(431,498,549,571)
waimate-sub: MR D. C. KIDD TO STAND FOR NATIONAL PARTY xyxy=(682,733,800,754)
table-row xyxy=(14,618,166,626)
reading-label: Thermometer— xyxy=(14,687,70,696)
planning-text: "We are too conservative in our selection of trees," said Mr G. H. Kissel, when it was proposed by the workers of the Waimairi County Council that the planting of trees on the Burnham-Christchurch road should be of exotic species. xyxy=(431,856,549,929)
labour-defensive-sub: EFFECT OF ELECTORATE CHANGES xyxy=(683,603,799,624)
city-theatres-title: CITY THEATRES xyxy=(34,814,146,855)
press-masthead: The Press xyxy=(200,32,268,95)
cancer-title: TREATMENT OF CANCER xyxy=(308,1159,418,1197)
heron-title: White Heron at School xyxy=(438,573,542,584)
weather-reading xyxy=(14,714,166,723)
governor-general-text: (P.A.) AUCKLAND, June 20. A glimpse of the Dominion's post-war housing problem was gained today by the Governor-General (Lieut.-General Sir Bernard Freyberg) during a tour of inspection through the city and suburbs. They paid an unexpected call on two families living in the transit housing settlement at Western Springs. On the second day of their visit Vice-Regal visit to Auckland, their Excellencies had a busy programme. After motoring through Balmoral, Mount Albert and the western suburbs they reached the Western Springs settlement shortly after 11 o'clock. xyxy=(302,885,424,1066)
index-item-label: Wrestling xyxy=(14,165,54,175)
general-news-title: General News xyxy=(448,33,532,82)
table-cell: 135.60 xyxy=(44,618,69,627)
governor-general-sub: VISIT TO TRANSIT HOUSING SETTLEMENT xyxy=(307,863,419,884)
table-row xyxy=(14,610,166,618)
forecasts-source: "The Press" Service xyxy=(46,361,134,372)
post-office-title: POST OFFICE HOURS xyxy=(558,33,672,70)
weather-reading xyxy=(14,732,166,741)
index-item-page: 6 xyxy=(160,195,166,205)
table-cell: May xyxy=(15,642,31,651)
reading-value: 50.5 xyxy=(150,714,166,723)
dutch-goods-text: Advices of how goods held in New Zealand by the Dutch Government will be liquidated has been received by the Auckland Chamber of Commerce. xyxy=(431,1195,549,1250)
critical-coffee-title: CRITICAL COFFEE DRINKERS xyxy=(835,1236,921,1257)
road-transport-sub2: PLANS FOR NORTH ISLAND xyxy=(813,1067,943,1078)
reading-value: 1 xyxy=(161,750,166,759)
city-theatres-text: Avon: "For You Alone" (Leslie Brook and Robert Griffith). State: "It's a Pleasure" (Sonja Henie and Michael O'Shea). Plaza: "The Doughgirls" (Ann Sheridan and Jack Carson). Mayfair: "Billie Spirit" (Rex Harrison and Constance Cummings). Regent: "Duffy's Tavern" (Bing Crosby and Betty Hutton). Majestic: "Thunder Rock" (Michael Redgrave). Civic: "The Sheepdog of the Hills". Metro: "Belle Prairie". xyxy=(14,861,166,970)
index-item-label: Lancaster Park History xyxy=(14,205,108,215)
election-text: WELLINGTON, June 20. The coming election would be concerned with the issue of taxation, said Mr J. A. Lee, the leader of the Democratic Soldier Labour party, when he spoke at a meeting here last night. He said the Labour Government had retarded recovery by high taxation and the community was paying for its mistakes. The demand for tax reduction was widespread. xyxy=(681,149,801,267)
dutch-goods-title: Sale of Dutch Goods xyxy=(444,1183,536,1194)
reading-value: 33.9 xyxy=(150,696,166,705)
index-item-page: 6 xyxy=(160,115,166,125)
index-item xyxy=(14,135,166,145)
flaying-title: Flaying the Professors xyxy=(981,96,1083,107)
index-item xyxy=(14,125,166,135)
reading-label: Minimum prev. 24 hours xyxy=(14,723,102,732)
deaths-text: The total number of deaths from cancer recorded by the Christchurch Hospital during the year was 135, of whom 108 were recorded through the clinic, said the annual report of the Canterbury division of the British Empire Cancer Campaign Society. xyxy=(431,1099,549,1181)
national-party-sub: MR HOLLAND'S OPINION xyxy=(682,413,800,424)
japan2-title: Condemned by Japanese xyxy=(435,1000,545,1011)
meeting-title: After Mosley, Bevan xyxy=(835,351,925,362)
table-cell: 231.15 xyxy=(140,610,165,619)
